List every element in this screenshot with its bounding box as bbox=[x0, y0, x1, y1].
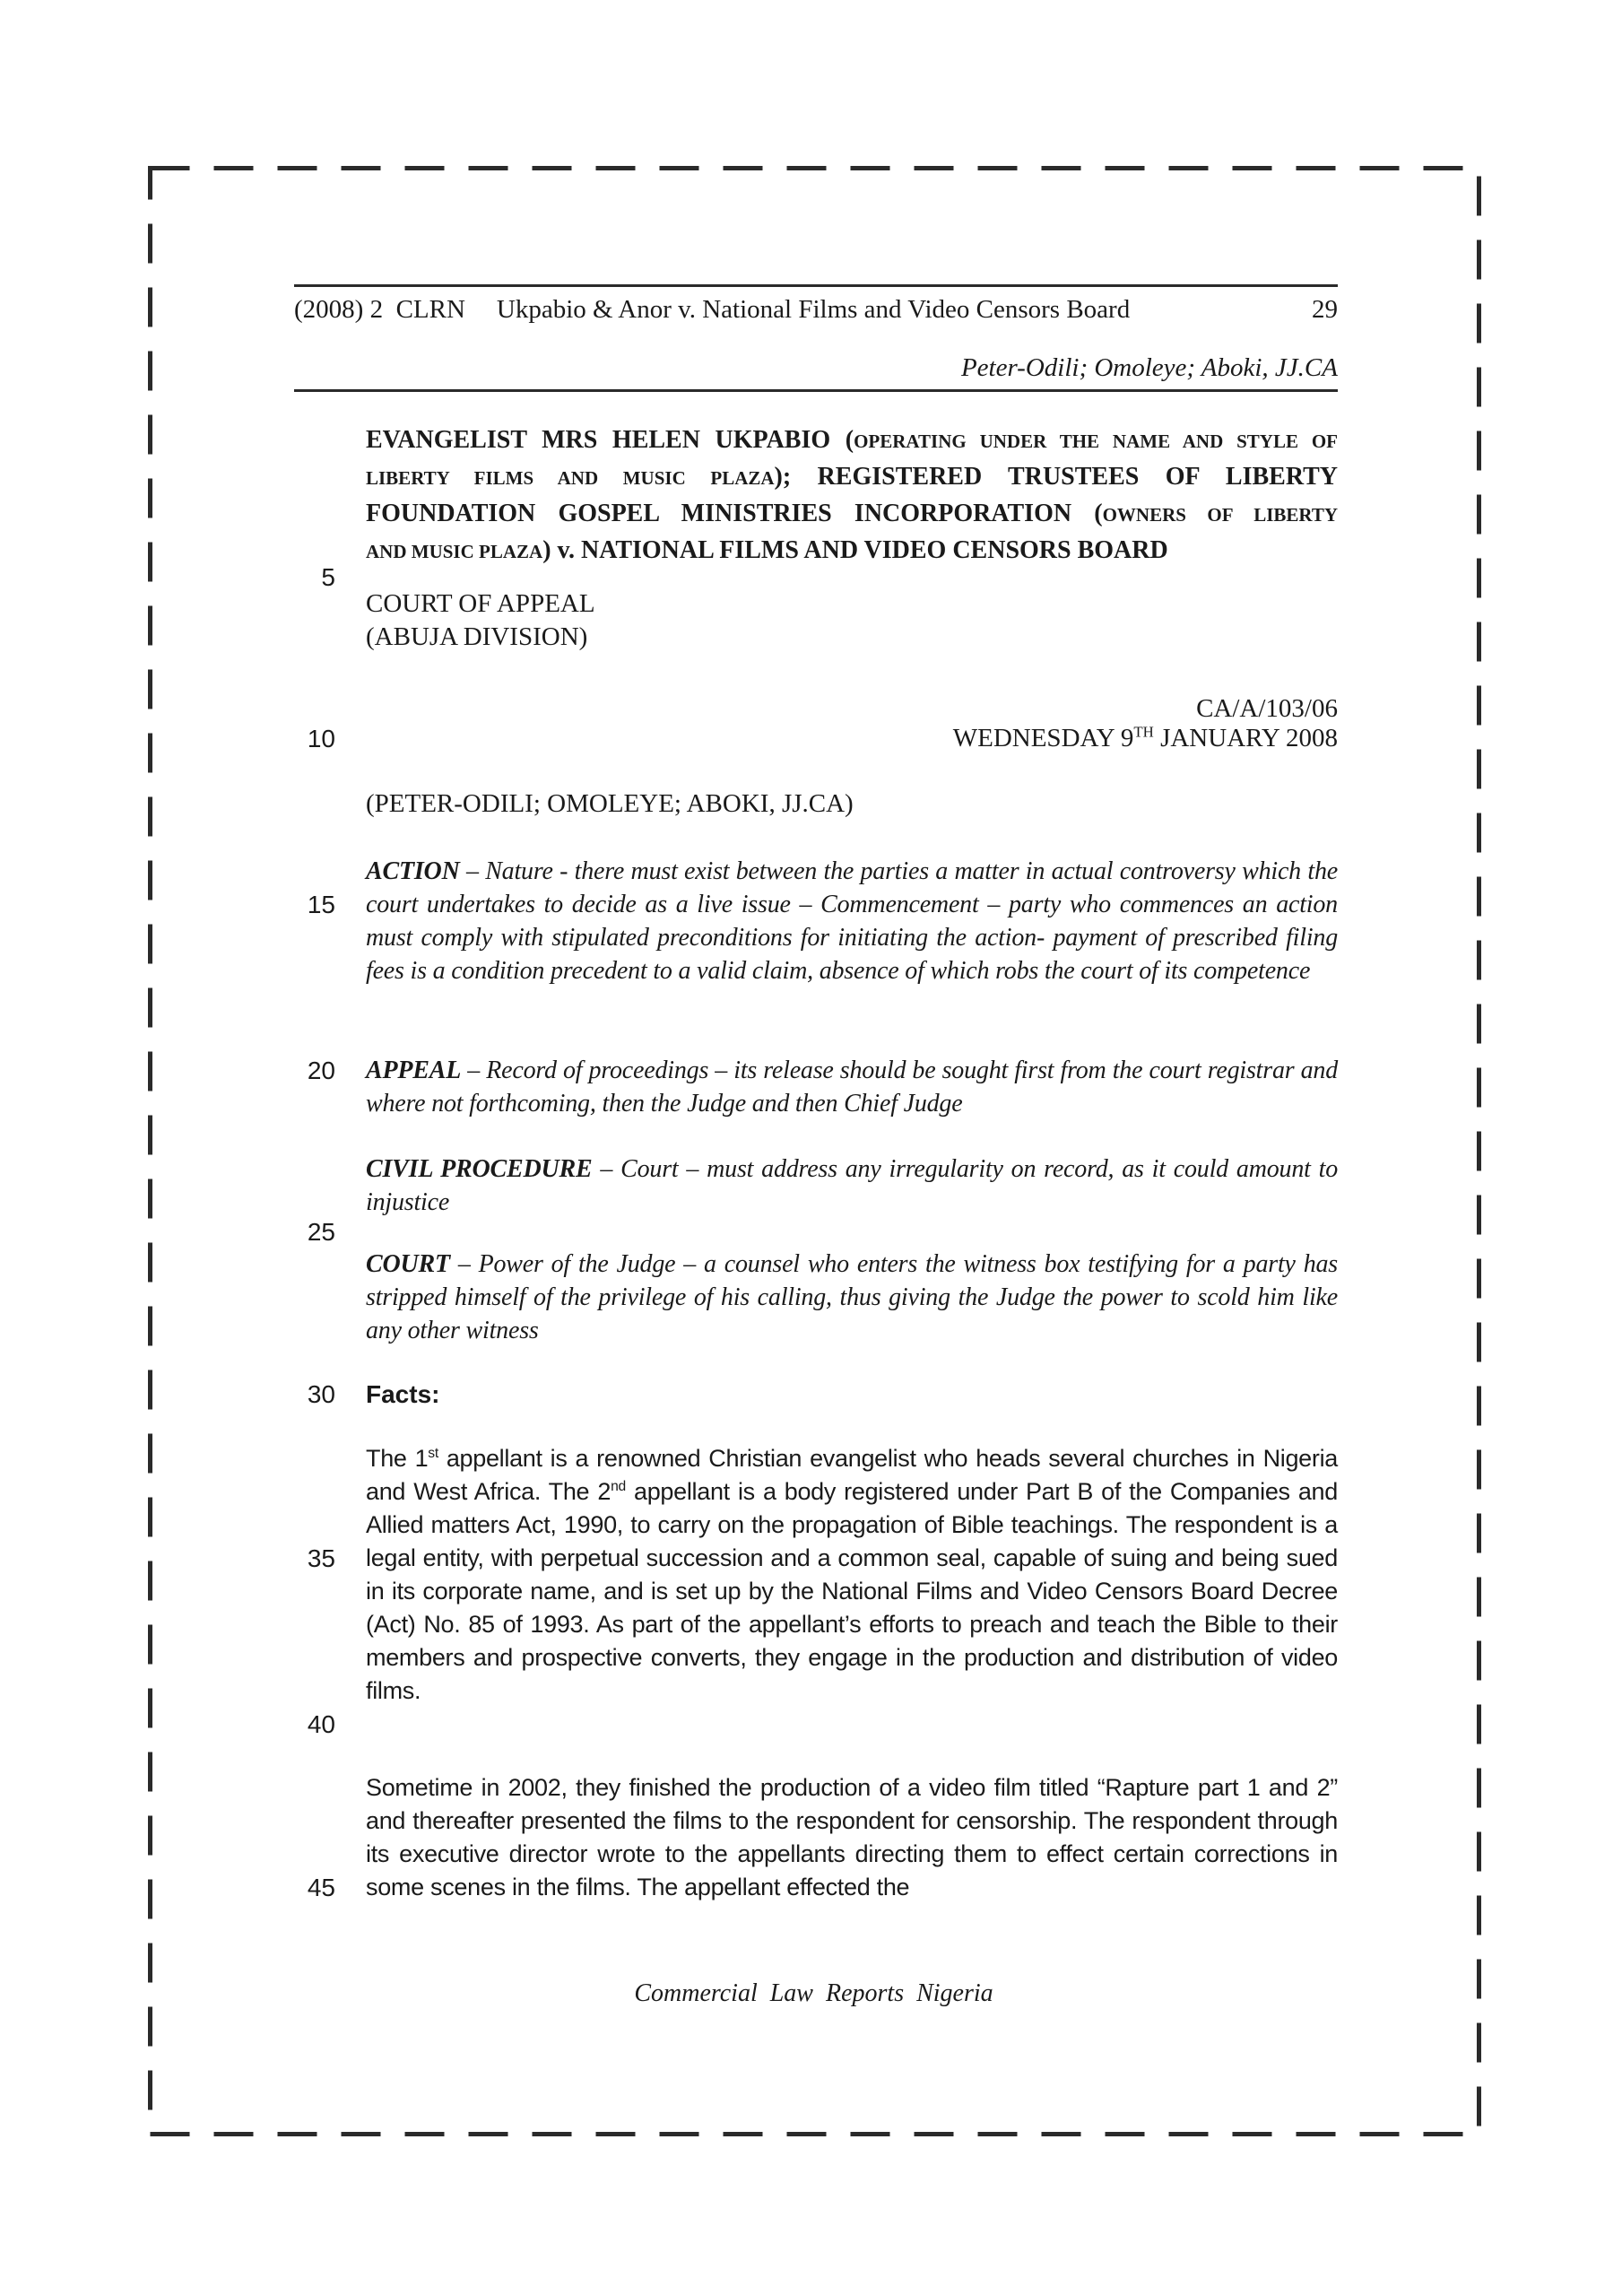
case-title-line bbox=[366, 497, 1338, 534]
catchword-text: – Nature - there must exist between the parties a matter in actual controversy which the court undertakes to decide as a live issue – Commencement – party who commences an action must comply with stipulated preconditions for initiating the action- payment of prescribed filing fees is a condition precedent to a valid claim, absence of which robs the court of its competence bbox=[366, 857, 1338, 985]
ordinal-superscript: st bbox=[428, 1446, 438, 1461]
judgment-date-text: WEDNESDAY 9 bbox=[952, 724, 1134, 752]
title-segment: ); REGISTERED TRUSTEES OF LIBERTY bbox=[774, 463, 1338, 491]
margin-line-number-15: 15 bbox=[307, 891, 335, 918]
header-rule-bottom bbox=[294, 389, 1338, 392]
catchword-civil-procedure bbox=[366, 1152, 1338, 1219]
court-division: (ABUJA DIVISION) bbox=[366, 622, 588, 651]
margin-line-number-20: 20 bbox=[307, 1057, 335, 1084]
facts-paragraph-1 bbox=[366, 1442, 1338, 1708]
header-rule-top bbox=[294, 284, 1338, 287]
title-segment-small: LIBERTY FILMS AND MUSIC PLAZA bbox=[366, 467, 775, 489]
catchword-text: – Court – must address any irregularity on record, as it could amount to injustice bbox=[366, 1155, 1338, 1216]
catchword-appeal bbox=[366, 1054, 1338, 1120]
title-segment-small: AND MUSIC PLAZA bbox=[366, 541, 543, 562]
court-name: COURT OF APPEAL bbox=[366, 589, 595, 618]
facts-heading: Facts: bbox=[366, 1380, 440, 1408]
date-ordinal-superscript: TH bbox=[1133, 723, 1154, 741]
header-case-name: Ukpabio & Anor v. National Films and Video Censors Board bbox=[496, 295, 1131, 324]
margin-line-number-35: 35 bbox=[307, 1544, 335, 1572]
catchword-term: ACTION bbox=[366, 857, 460, 885]
ordinal-superscript: nd bbox=[611, 1479, 626, 1494]
margin-line-number-5: 5 bbox=[321, 563, 335, 591]
catchword-term: APPEAL bbox=[366, 1057, 462, 1084]
title-segment: FOUNDATION GOSPEL MINISTRIES INCORPORATION ( bbox=[366, 500, 1103, 527]
facts-text: appellant is a renowned Christian evangelist who heads several churches in Nigeria and West Africa. The 2 bbox=[366, 1445, 1339, 1505]
margin-line-number-30: 30 bbox=[307, 1380, 335, 1408]
catchword-text: – Power of the Judge – a counsel who enters the witness box testifying for a party has stripped himself of the privilege of his calling, thus giving the Judge the power to scold him like any other witness bbox=[366, 1250, 1338, 1344]
case-title-line bbox=[366, 423, 1338, 460]
case-title-line bbox=[366, 460, 1338, 497]
judgment-date-text: JANUARY 2008 bbox=[1153, 724, 1338, 752]
catchword-term: CIVIL PROCEDURE bbox=[366, 1155, 593, 1183]
catchword-text: – Record of proceedings – its release should be sought first from the court registrar and where not forthcoming, then the Judge and then Chief Judge bbox=[366, 1057, 1338, 1118]
title-segment: ) v. NATIONAL FILMS AND VIDEO CENSORS BOARD bbox=[542, 536, 1168, 564]
title-segment-small: OPERATING UNDER THE NAME AND STYLE OF bbox=[854, 430, 1338, 452]
case-title bbox=[366, 423, 1338, 570]
judges-panel: (PETER-ODILI; OMOLEYE; ABOKI, JJ.CA) bbox=[366, 789, 854, 818]
catchword-action bbox=[366, 855, 1338, 987]
footer-imprint: Commercial Law Reports Nigeria bbox=[634, 1979, 993, 2007]
header-page-number: 29 bbox=[1312, 295, 1338, 324]
margin-line-number-45: 45 bbox=[307, 1874, 335, 1901]
title-segment: EVANGELIST MRS HELEN UKPABIO ( bbox=[366, 426, 854, 454]
margin-line-number-25: 25 bbox=[307, 1218, 335, 1246]
header-judges-line: Peter-Odili; Omoleye; Aboki, JJ.CA bbox=[960, 353, 1338, 382]
case-number: CA/A/103/06 bbox=[1196, 694, 1338, 723]
header-citation: (2008) 2 CLRN bbox=[294, 295, 465, 324]
margin-line-number-40: 40 bbox=[307, 1710, 335, 1738]
title-segment-small: OWNERS OF LIBERTY bbox=[1102, 504, 1338, 526]
margin-line-number-10: 10 bbox=[307, 725, 335, 752]
judgment-date bbox=[366, 722, 1338, 755]
case-title-line bbox=[366, 534, 1338, 570]
facts-paragraph-2: Sometime in 2002, they finished the production of a video film titled “Rapture part 1 and 2” and thereafter presented the films to the respondent for censorship. The respondent through its executive director wrote to the appellants directing them to effect certain corrections in some scenes in the films. The appellant effected the bbox=[366, 1774, 1338, 1900]
running-header bbox=[294, 293, 1338, 326]
facts-text: The 1 bbox=[366, 1445, 429, 1472]
catchword-term: COURT bbox=[366, 1250, 450, 1278]
catchword-court bbox=[366, 1248, 1338, 1347]
facts-text: appellant is a body registered under Part B of the Companies and Allied matters Act, 1990, to carry on the propagation of Bible teachings. The respondent is a legal entity, with perpetual succession and a common seal, capable of suing and being sued in its corporate name, and is set up by the National Films and Video Censors Board Decree (Act) No. 85 of 1993. As part of the appellant’s efforts to preach and teach the Bible to their members and prospective converts, they engage in the production and distribution of video films. bbox=[366, 1478, 1338, 1704]
